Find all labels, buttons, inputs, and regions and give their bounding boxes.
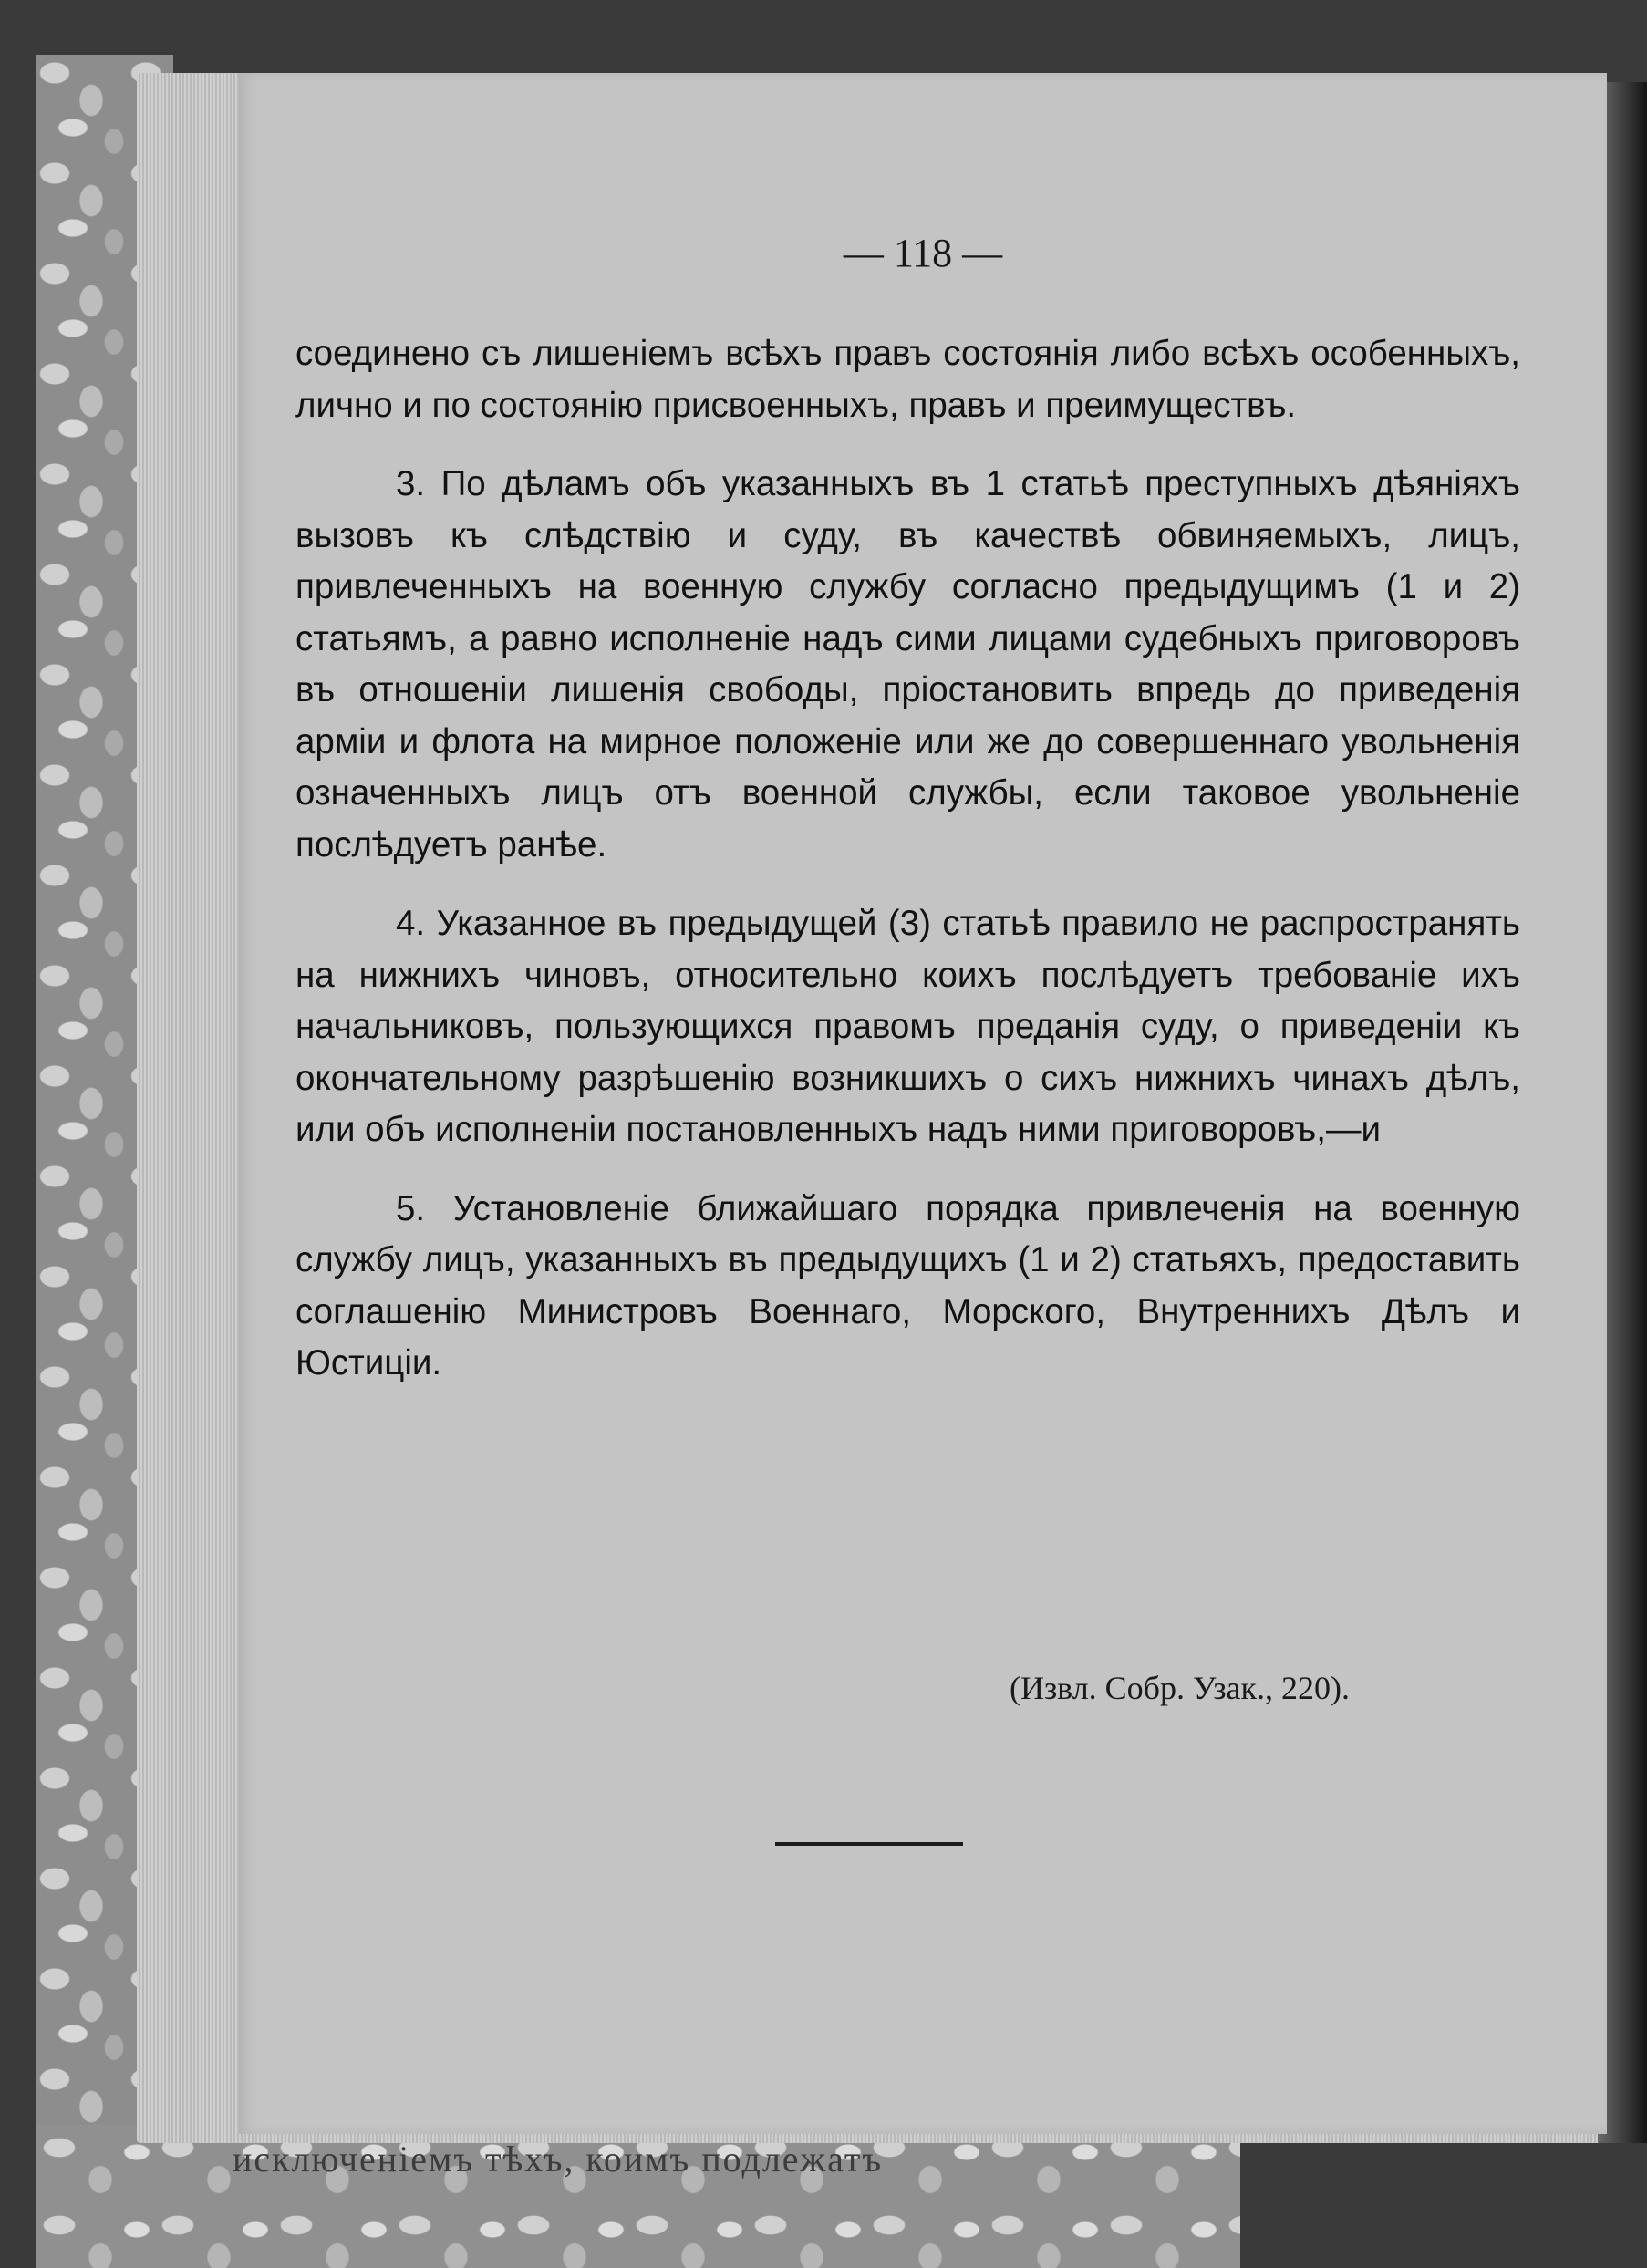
page-body	[295, 328, 1520, 1417]
paragraph-article-4: 4. Указанное въ предыдущей (3) статьѣ правило не распространять на нижнихъ чиновъ, относительно коихъ послѣдуетъ требованіе ихъ начальниковъ, пользующихся правомъ преданія суду, о приведеніи къ окончательному разрѣшенію возникшихъ о сихъ нижнихъ чинахъ дѣлъ, или объ исполненіи постановленныхъ надъ ними приговоровъ,—и	[295, 904, 1520, 1149]
paragraph-continuation: соединено съ лишеніемъ всѣхъ правъ состоянія либо всѣхъ особенныхъ, лично и по состоянію присвоенныхъ, правъ и преимуществъ.	[295, 334, 1520, 425]
paragraph-article-3: 3. По дѣламъ объ указанныхъ въ 1 статьѣ преступныхъ дѣяніяхъ вызовъ къ слѣдствію и суду, въ качествѣ обвиняемыхъ, лицъ, привлеченныхъ на военную службу согласно предыдущимъ (1 и 2) статьямъ, а равно исполненіе надъ сими лицами судебныхъ приговоровъ въ отношеніи лишенія свободы, пріостановить впредь до приведенія арміи и флота на мирное положеніе или же до совершеннаго увольненія означенныхъ лицъ отъ военной службы, если таковое увольненіе послѣдуетъ ранѣе.	[295, 464, 1520, 865]
end-rule	[775, 1842, 963, 1846]
page-number: — 118 —	[843, 231, 1003, 275]
source-citation: (Извл. Собр. Узак., 220).	[1009, 1670, 1350, 1706]
paragraph-article-5: 5. Установленіе ближайшаго порядка привлеченія на военную службу лицъ, указанныхъ въ предыдущихъ (1 и 2) статьяхъ, предоставить соглашенію Министровъ Военнаго, Морского, Внутреннихъ Дѣлъ и Юстиціи.	[295, 1188, 1520, 1383]
book-page	[239, 73, 1607, 2134]
